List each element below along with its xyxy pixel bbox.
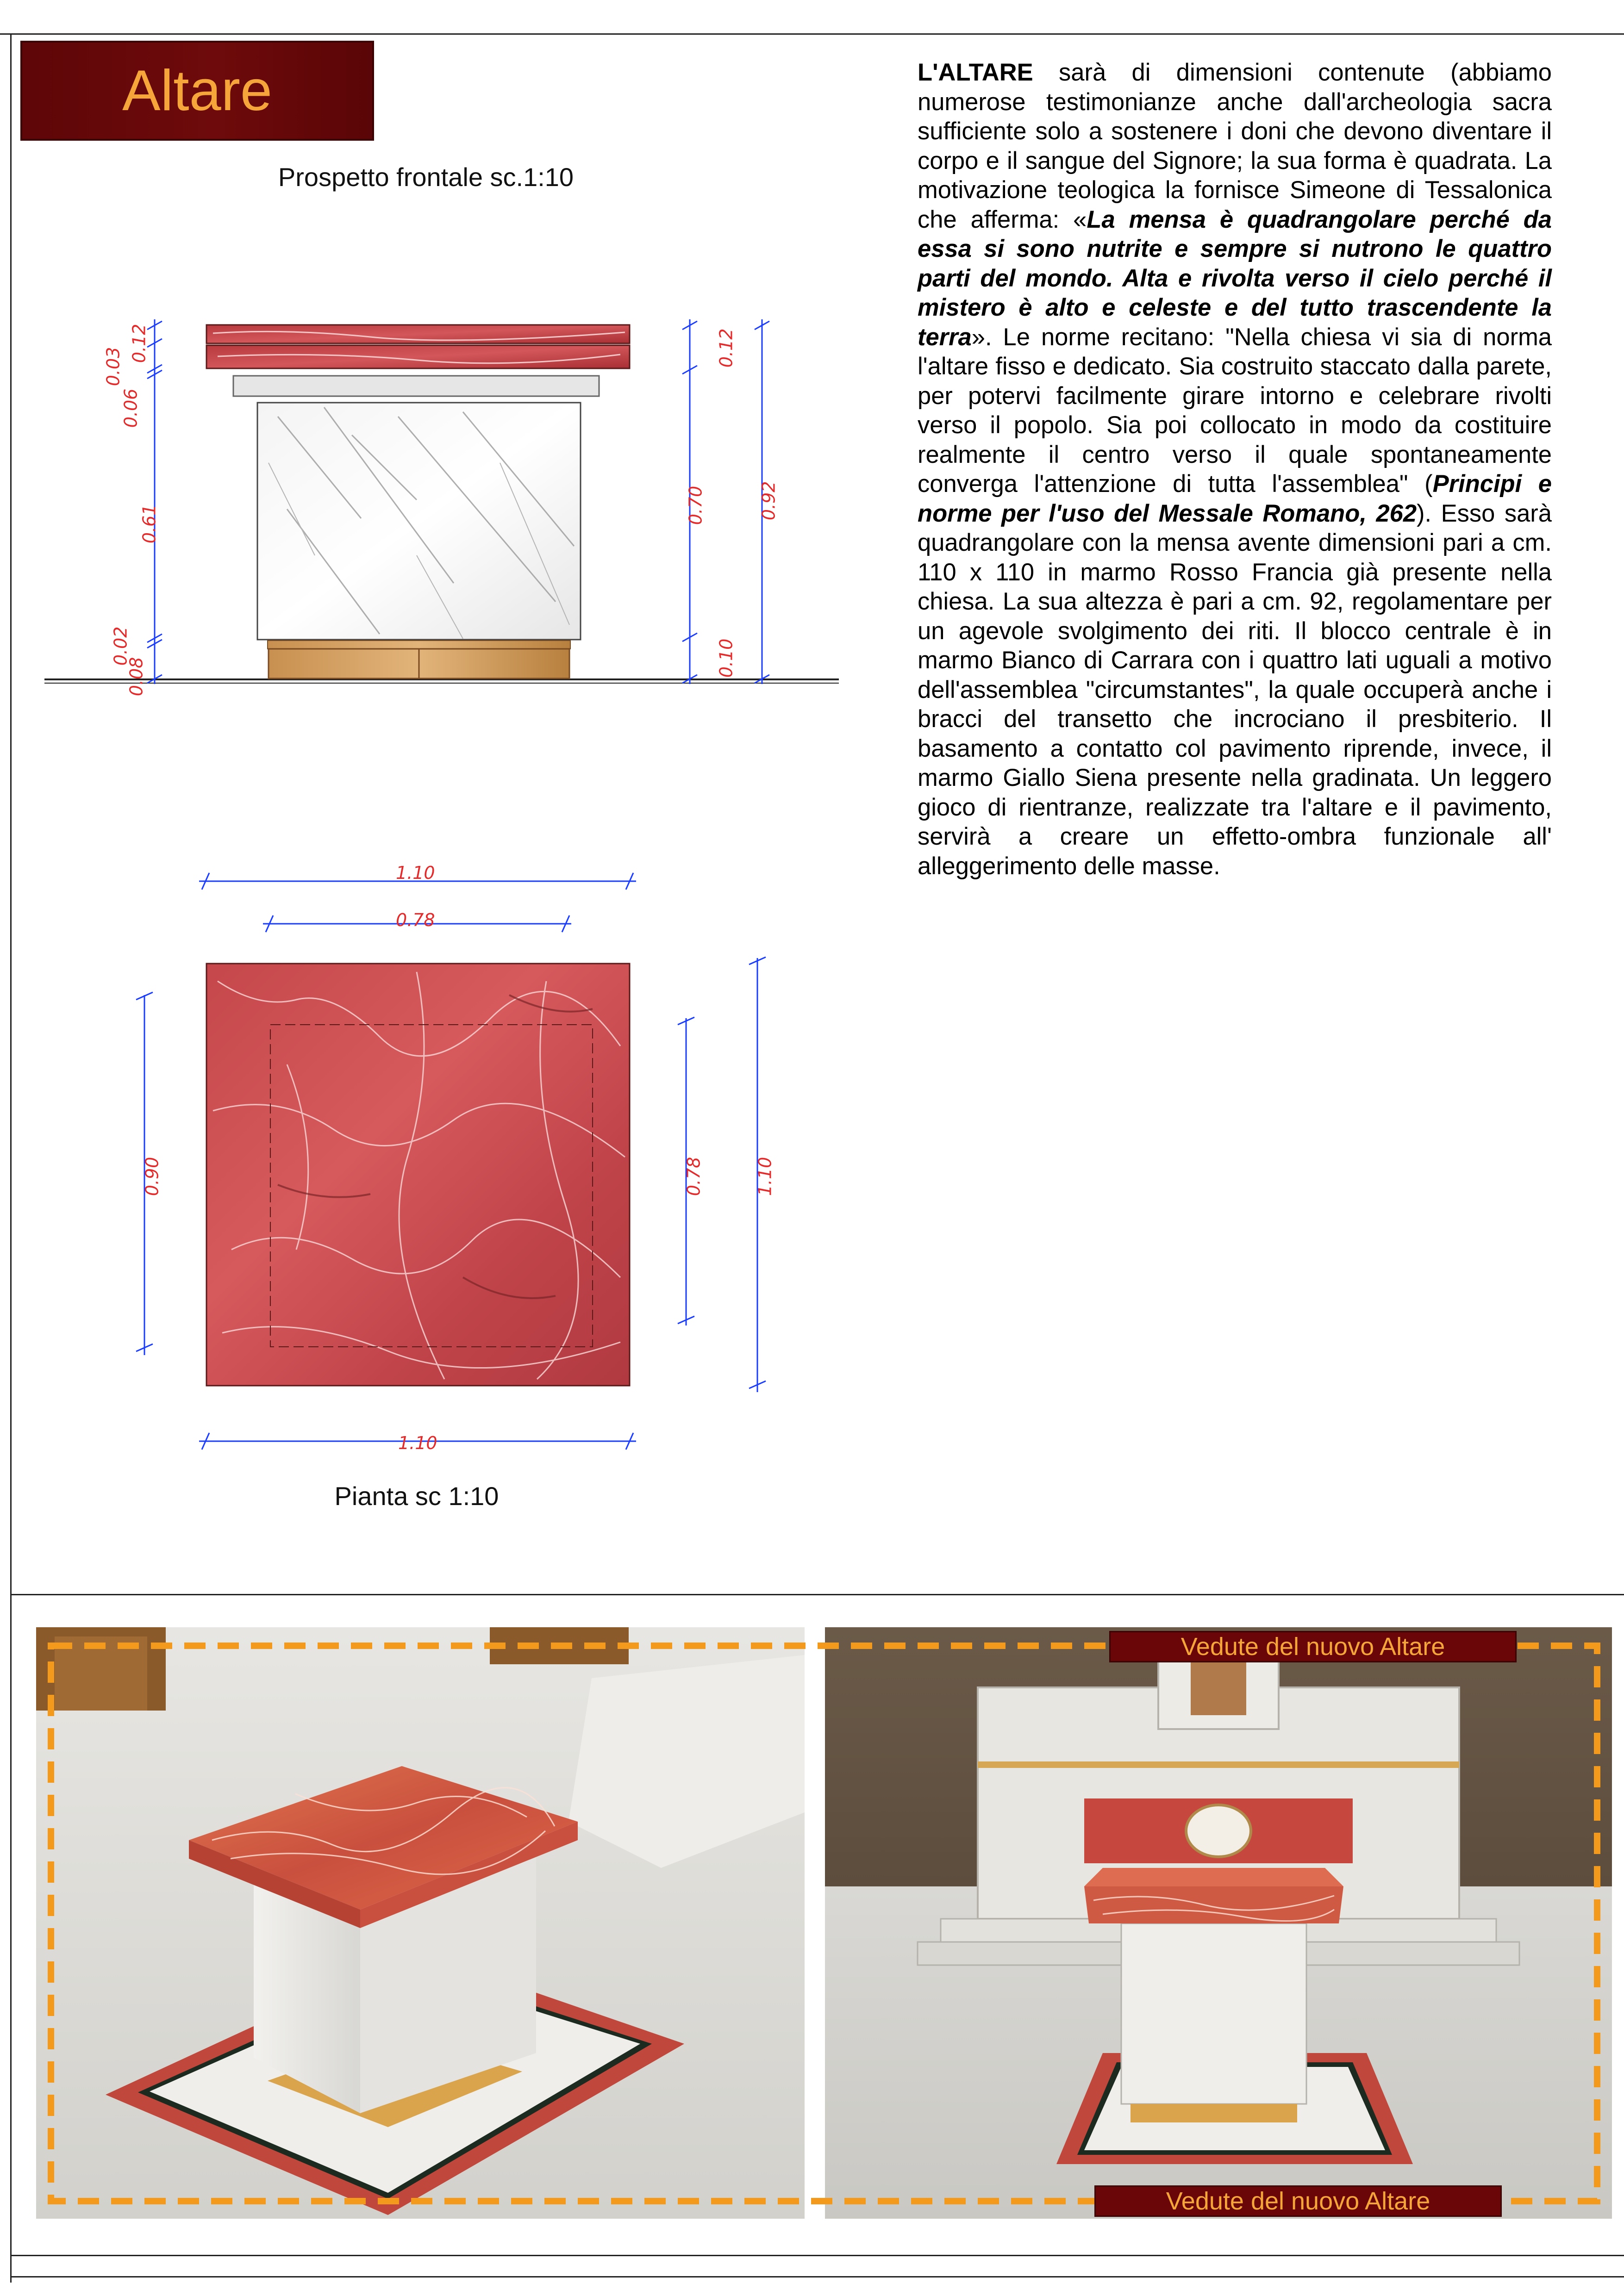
dim-label: 1.10 xyxy=(396,863,435,883)
banner-bottom: Vedute del nuovo Altare xyxy=(1094,2185,1502,2217)
dim-label: 0.78 xyxy=(683,1157,704,1196)
dim-label: 1.10 xyxy=(398,1433,437,1453)
dim-label: 0.70 xyxy=(685,485,706,525)
dim-label: 0.10 xyxy=(716,638,737,678)
dim-label: 0.90 xyxy=(142,1157,162,1196)
page-title: Altare xyxy=(122,59,272,123)
elevation-caption: Prospetto frontale sc.1:10 xyxy=(278,162,574,192)
banner-top: Vedute del nuovo Altare xyxy=(1109,1631,1517,1662)
dim-label: 0.12 xyxy=(716,328,737,368)
plan-caption: Pianta sc 1:10 xyxy=(334,1481,499,1511)
dim-label: 0.78 xyxy=(396,910,435,930)
description-part-c: ). Esso sarà quadrangolare con la mensa avente dimensioni pari a cm. 110 x 110 in marmo Rosso Francia già presente nella chiesa. La sua altezza è pari a cm. 92, regolamentare per un agevole svolgimento dei riti. Il blocco centrale è in marmo Bianco di Carrara con i quattro lati uguali a motivo dell'assemblea "circumstantes", la quale occuperà anche i bracci del transetto che incrociano il presbiterio. Il basamento a contatto col pavimento riprende, invece, il marmo Giallo Siena presente nella gradinata. Un leggero gioco di rientranze, realizzate tra l'altare e il pavimento, servirà a creare un effetto-ombra funzionale all' alleggerimento delle masse. xyxy=(918,499,1552,880)
dim-label: 0.61 xyxy=(139,504,160,544)
description-quote: La mensa è quadrangolare perché da essa si sono nutrite e sempre si nutrono le quattro parti del mondo. Alta e rivolta verso il cielo perché il mistero è alto e celeste e del tutto trascendente la terra xyxy=(918,205,1552,351)
dim-label: 0.03 xyxy=(103,347,124,386)
description-part-b: ». Le norme recitano: "Nella chiesa vi sia di norma l'altare fisso e dedicato. Sia costruito staccato dalla parete, per potervi facilmente girare intorno e celebrare rivolti verso il popolo. Sia poi collocato in modo da costituire realmente il centro verso il quale spontaneamente converga l'attenzione di tutta l'assemblea" ( xyxy=(918,323,1552,498)
description-reference: Principi e norme per l'uso del Messale Romano, 262 xyxy=(918,470,1552,527)
dim-label: 0.08 xyxy=(126,657,147,697)
dim-label: 0.12 xyxy=(129,324,150,363)
description-lead: L'ALTARE xyxy=(918,59,1033,86)
dim-label: 0.92 xyxy=(758,481,779,521)
dim-label: 1.10 xyxy=(755,1157,775,1196)
description-part-a: sarà di dimensioni contenute (abbiamo numerose testimonianze anche dall'archeologia sacra sufficiente solo a sostenere i doni che devono diventare il corpo e il sangue del Signore; la sua forma è quadrata. La motivazione teologica la fornisce Simeone di Tessalonica che afferma: « xyxy=(918,59,1552,233)
dim-label: 0.02 xyxy=(110,626,131,666)
dim-label: 0.06 xyxy=(120,388,141,428)
